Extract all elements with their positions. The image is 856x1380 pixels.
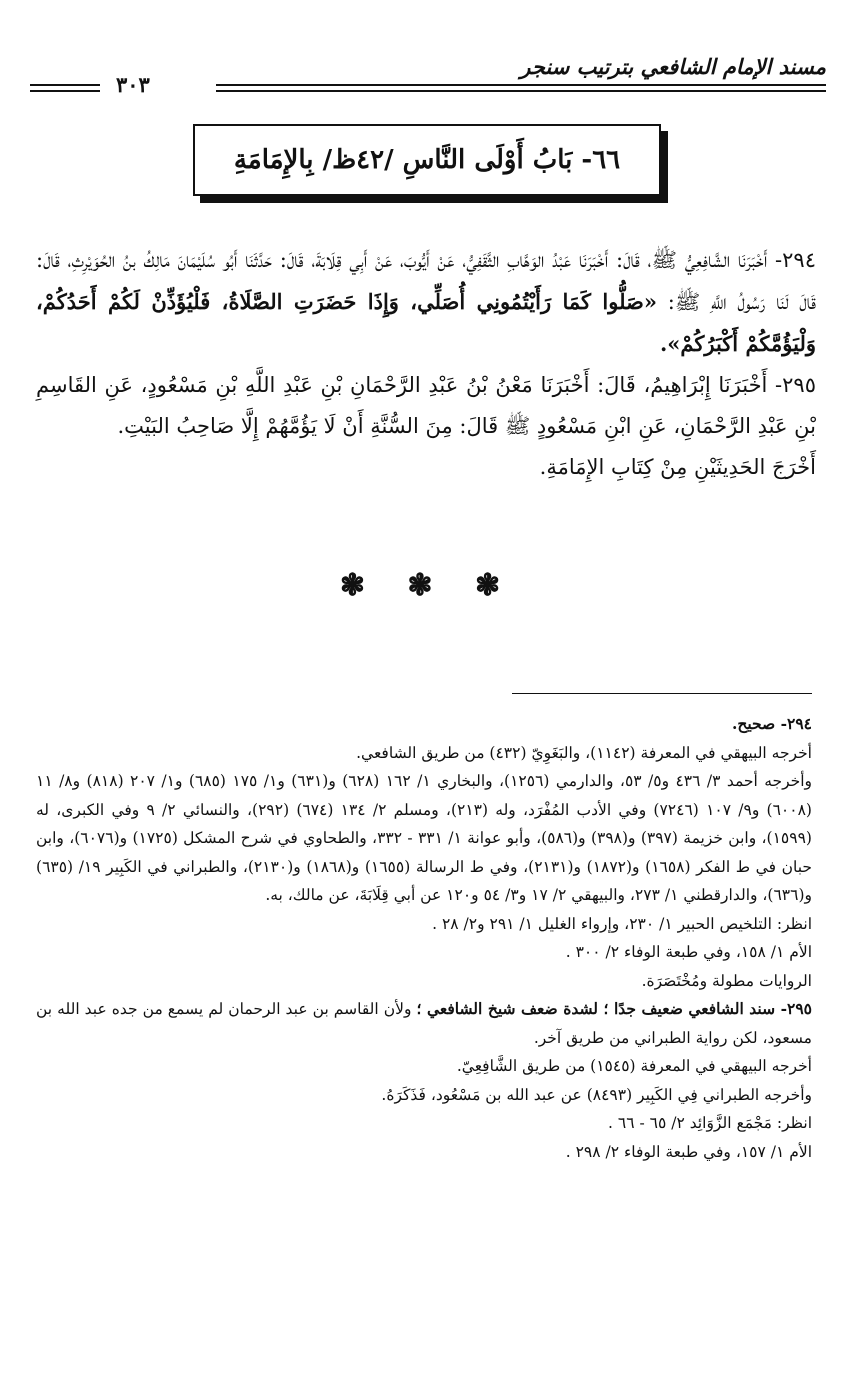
footnotes <box>36 710 812 1166</box>
main-text <box>36 240 816 488</box>
header-rule-short <box>30 84 100 86</box>
footnote-paragraph: الروايات مطولة ومُخْتَصَرَة. <box>641 971 812 990</box>
footnote-paragraph: انظر: مَجْمَع الزَّوَائِد ٢/ ٦٥ - ٦٦ . <box>608 1114 812 1132</box>
footnote-paragraph: انظر: التلخيص الحبير ١/ ٢٣٠، وإرواء الغليل ١/ ٢٩١ و٢/ ٢٨ . <box>432 914 812 933</box>
footnote-paragraph: الأم ١/ ١٥٧، وفي طبعة الوفاء ٢/ ٢٩٨ . <box>565 1142 812 1161</box>
section-separator: ❃ ❃ ❃ <box>339 568 517 603</box>
footnote-paragraph: وأخرجه الطبراني فِي الكَبِير (٨٤٩٣) عن عبد الله بن مَسْعُود، فَذَكَرَهُ. <box>381 1085 812 1104</box>
footnote-295-heading: ٢٩٥- سند الشافعي ضعيف جدًا ؛ لشدة ضعف شيخ الشافعي ؛ <box>416 999 813 1018</box>
footnote-295-text: ولأن القاسم بن عبد الرحمان لم يسمع من جده عبد الله بن مسعود، لكن رواية الطبراني من طريق آخر. <box>36 1000 812 1047</box>
closing-note: أَخْرَجَ الحَدِيثَيْنِ مِنْ كِتَابِ الإِمَامَةِ. <box>539 455 816 479</box>
running-header <box>26 54 826 97</box>
header-rule <box>216 90 826 92</box>
chapter-title: ٦٦- بَابُ أَوْلَى النَّاسِ /٤٢ظ/ بِالإِمَامَةِ <box>233 145 621 175</box>
running-title: مسند الإمام الشافعي بترتيب سنجر <box>520 54 826 79</box>
header-rule-short <box>30 90 100 92</box>
page-number: ٣٠٣ <box>116 72 150 97</box>
footnote-paragraph: أخرجه البيهقي في المعرفة (١٥٤٥) من طريق الشَّافِعِيّ. <box>456 1057 812 1075</box>
footnote-295 <box>36 995 812 1052</box>
hadith-294-isnad: ٢٩٤- أَخْبَرَنَا الشَّافِعِيُّ ﷺ، قَالَ: أَخْبَرَنَا عَبْدُ الوَهَّابِ الثَّقَفِيُّ، عَنْ أَيُّوبَ، عَنْ أَبِي قِلَابَةَ، قَالَ: حَدَّثَنَا أَبُو سُلَيْمَانَ مَالِكُ بنُ الحُوَيْرِثِ، قَالَ: قَالَ لَنَا رَسُولُ اللَّهِ ﷺ: <box>36 248 816 314</box>
footnote-paragraph: أخرجه البيهقي في المعرفة (١١٤٢)، والبَغَوِيّ (٤٣٢) من طريق الشافعي. <box>356 743 812 762</box>
footnote-rule <box>512 693 812 694</box>
footnote-paragraph: وأخرجه أحمد ٣/ ٤٣٦ و٥/ ٥٣، والدارمي (١٢٥٦)، والبخاري ١/ ١٦٢ (٦٢٨) و(٦٣١) و١/ ١٧٥ (٦٨٥) و١/ ٢٠٧ (٨١٨) و٨/ ١١ (٦٠٠٨) و٩/ ١٠٧ (٧٢٤٦) وفي الأدب المُفْرَد، وله (٢١٣)، ومسلم ٢/ ١٣٤ (٦٧٤) (٢٩٢)، والنسائي ٢/ ٩ وفي الكبرى، له (١٥٩٩)، وابن خزيمة (٣٩٧) و(٣٩٨) و(٥٨٦)، وأبو عوانة ١/ ٣٣١ - ٣٣٢، والطحاوي في شرح المشكل (١٧٢٥) و(٦٠٧٦)، وابن حبان في ط الفكر (١٦٥٨) و(١٨٧٢) و(٢١٣١)، وفي ط الرسالة (١٦٥٥) و(١٨٦٨) و(٢١٣٠)، والطبراني في الكَبِير ١٩/ (٦٣٥) و(٦٣٦)، والدارقطني ١/ ٢٧٣، والبيهقي ٢/ ١٧ و٣/ ٥٤ و١٢٠ عن أبي قِلَابَةَ، عن مالك، به. <box>36 772 813 904</box>
header-rule <box>216 84 826 86</box>
hadith-294-matn: «صَلُّوا كَمَا رَأَيْتُمُونِي أُصَلِّي، وَإِذَا حَضَرَتِ الصَّلَاةُ، فَلْيُؤَذِّنْ لَكُمْ أَحَدُكُمْ، وَلْيَؤُمَّكُمْ أَكْبَرُكُمْ». <box>36 289 816 356</box>
footnote-294-heading: ٢٩٤- صحيح. <box>731 714 812 733</box>
footnote-paragraph: الأم ١/ ١٥٨، وفي طبعة الوفاء ٢/ ٣٠٠ . <box>565 943 812 961</box>
hadith-295: ٢٩٥- أَخْبَرَنَا إِبْرَاهِيمُ، قَالَ: أَخْبَرَنَا مَعْنُ بْنُ عَبْدِ الرَّحْمَانِ بْنِ عَبْدِ اللَّهِ بْنِ مَسْعُودٍ، عَنِ القَاسِمِ بْنِ عَبْدِ الرَّحْمَانِ، عَنِ ابْنِ مَسْعُودٍ ﷺ قَالَ: مِنَ السُّنَّةِ أَنْ لَا يَؤُمَّهُمْ إِلَّا صَاحِبُ البَيْتِ. <box>36 373 816 438</box>
hadith-294 <box>36 240 816 365</box>
chapter-heading-box <box>193 124 661 196</box>
